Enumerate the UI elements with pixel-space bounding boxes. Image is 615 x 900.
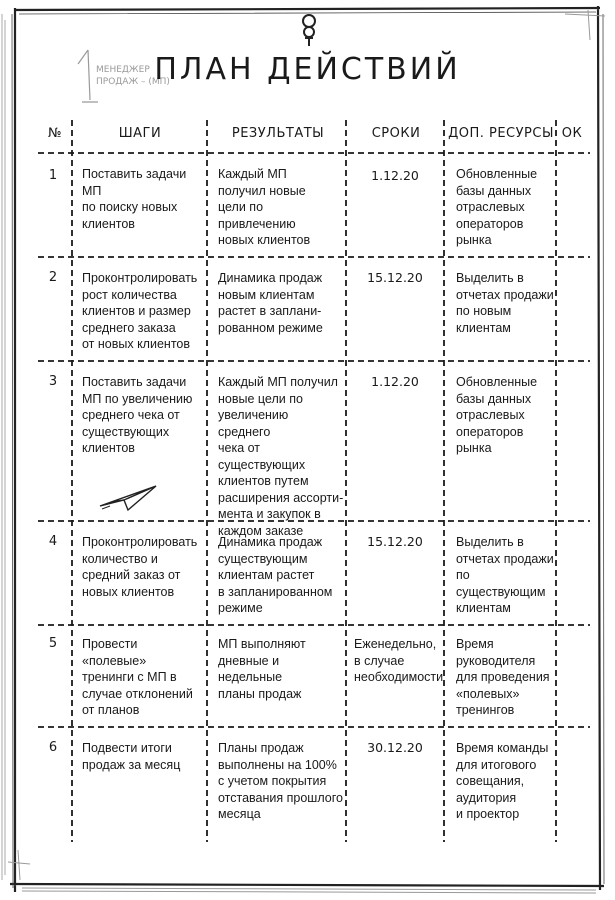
row-2-deadline: 15.12.20 bbox=[367, 270, 423, 285]
side-note-line-1: МЕНЕДЖЕР bbox=[96, 65, 150, 75]
header-deadline: СРОКИ bbox=[371, 126, 421, 141]
row-3-result: Каждый МП получил новые цели по увеличению среднего чека от существующих клиентов путем расширения ассорти- мента и закупок в каждом заказе bbox=[218, 375, 344, 538]
header-results: РЕЗУЛЬТАТЫ bbox=[231, 126, 325, 141]
page-title: ПЛАН ДЕЙСТВИЙ bbox=[154, 52, 461, 87]
row-3-step: Поставить задачи МП по увеличению среднего чека от существующих клиентов bbox=[82, 375, 193, 455]
side-note-line-2: ПРОДАЖ – (МП) bbox=[96, 77, 170, 87]
row-4-resources: Выделить в отчетах продажи по существующим клиентам bbox=[456, 535, 554, 615]
row-5-resources: Время руководителя для проведения «полевых» тренингов bbox=[456, 637, 550, 717]
row-5-result: МП выполняют дневные и недельные планы продаж bbox=[218, 637, 306, 701]
row-5-deadline: Еженедельно, в случае необходимости bbox=[354, 637, 444, 684]
header-steps: ШАГИ bbox=[118, 126, 162, 141]
row-2-resources: Выделить в отчетах продажи по новым клиентам bbox=[456, 271, 554, 335]
row-6-resources: Время команды для итогового совещания, аудитория и проектор bbox=[456, 741, 549, 821]
row-1-deadline: 1.12.20 bbox=[371, 168, 419, 183]
row-5-num: 5 bbox=[48, 636, 58, 651]
header-ok: ОК bbox=[561, 126, 583, 141]
row-1-step: Поставить задачи МП по поиску новых клиентов bbox=[82, 167, 187, 231]
row-6-deadline: 30.12.20 bbox=[367, 740, 423, 755]
row-2-num: 2 bbox=[48, 270, 58, 285]
row-1-num: 1 bbox=[48, 168, 58, 183]
header-num: № bbox=[47, 126, 63, 141]
row-5-step: Провести «полевые» тренинги с МП в случае отклонений от планов bbox=[82, 637, 193, 717]
row-2-result: Динамика продаж новым клиентам растет в заплани- рованном режиме bbox=[218, 271, 323, 335]
row-1-resources: Обновленные базы данных отраслевых операторов рынка bbox=[456, 167, 538, 247]
paper-plane-icon bbox=[98, 482, 160, 512]
row-4-num: 4 bbox=[48, 534, 58, 549]
row-4-step: Проконтролировать количество и средний заказ от новых клиентов bbox=[82, 535, 198, 599]
row-6-result: Планы продаж выполнены на 100% с учетом покрытия отставания прошлого месяца bbox=[218, 741, 343, 821]
header-resources: ДОП. РЕСУРСЫ bbox=[448, 126, 554, 141]
row-6-num: 6 bbox=[48, 740, 58, 755]
row-1-result: Каждый МП получил новые цели по привлечению новых клиентов bbox=[218, 167, 311, 247]
row-3-resources: Обновленные базы данных отраслевых операторов рынка bbox=[456, 375, 538, 455]
row-6-step: Подвести итоги продаж за месяц bbox=[82, 741, 181, 772]
row-4-result: Динамика продаж существующим клиентам растет в запланированном режиме bbox=[218, 535, 333, 615]
pushpin-icon bbox=[297, 12, 321, 48]
row-4-deadline: 15.12.20 bbox=[367, 534, 423, 549]
row-3-num: 3 bbox=[48, 374, 58, 389]
row-3-deadline: 1.12.20 bbox=[371, 374, 419, 389]
row-2-step: Проконтролировать рост количества клиентов и размер среднего заказа от новых клиентов bbox=[82, 271, 198, 351]
